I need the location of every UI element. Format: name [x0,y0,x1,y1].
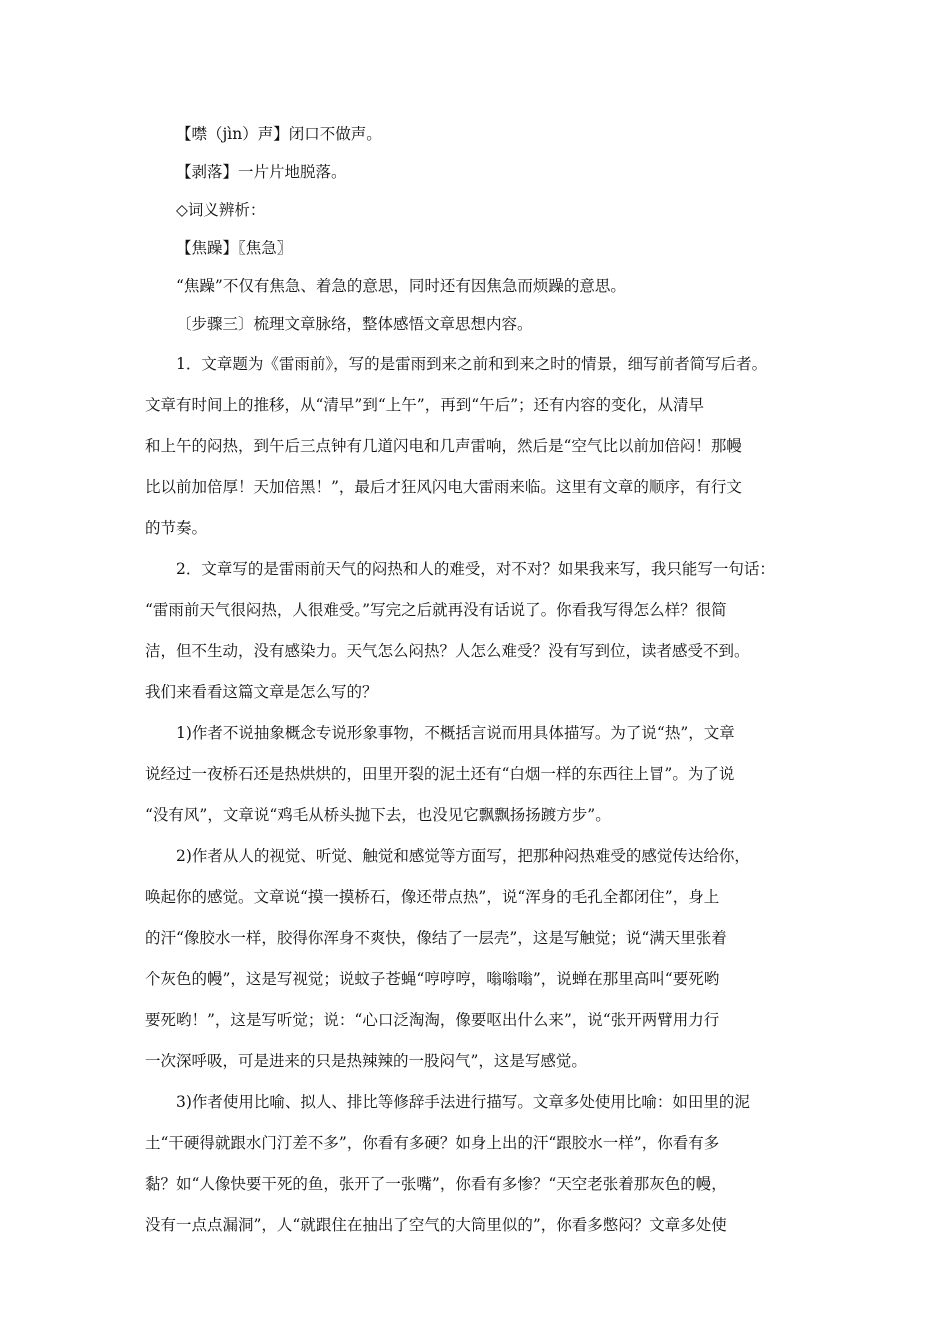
paragraph-line: 洁，但不生动，没有感染力。天气怎么闷热？人怎么难受？没有写到位，读者感受不到。 [145,642,750,660]
document-page [145,118,813,1246]
vocab-item-explanation: “焦躁”不仅有焦急、着急的意思，同时还有因焦急而烦躁的意思。 [176,277,626,295]
paragraph-line: 2)作者从人的视觉、听觉、触觉和感觉等方面写，把那种闷热难受的感觉传达给你， [176,847,750,865]
paragraph-line: 的节奏。 [145,519,208,537]
paragraph-line: 黏？如“人像快要干死的鱼，张开了一张嘴”，你看有多惨？“天空老张着那灰色的幔， [145,1175,727,1193]
paragraph-line: 3)作者使用比喻、拟人、排比等修辞手法进行描写。文章多处使用比喻：如田里的泥 [176,1093,750,1111]
paragraph-5 [145,1082,813,1246]
paragraph-line: 的汗“像胶水一样，胶得你浑身不爽快，像结了一层壳”，这是写触觉；说“满天里张着 [145,929,727,947]
vocab-item-jinsheng: 【噤（jìn）声】闭口不做声。 [176,125,382,143]
paragraph-line: 和上午的闷热，到午后三点钟有几道闪电和几声雷响，然后是“空气比以前加倍闷！那幔 [145,437,742,455]
paragraph-line: 一次深呼吸，可是进来的只是热辣辣的一股闷气”，这是写感觉。 [145,1052,587,1070]
paragraph-4 [145,836,813,1082]
step-three-heading: 〔步骤三〕梳理文章脉络，整体感悟文章思想内容。 [176,315,533,333]
paragraph-line: 文章有时间上的推移，从“清早”到“上午”，再到“午后”；还有内容的变化，从清早 [145,396,705,414]
vocab-item-boluo: 【剥落】一片片地脱落。 [176,163,347,181]
paragraph-line: 要死哟！”，这是写听觉；说：“心口泛淘淘，像要呕出什么来”，说“张开两臂用力行 [145,1011,720,1029]
paragraph-line: 1)作者不说抽象概念专说形象事物，不概括言说而用具体描写。为了说“热”，文章 [176,724,735,742]
paragraph-line: 土“干硬得就跟水门汀差不多”，你看有多硬？如身上出的汗“跟胶水一样”，你看有多 [145,1134,720,1152]
vocab-item-jiaozao: 【焦躁】〖焦急〗 [176,239,293,257]
paragraph-line: 比以前加倍厚！天加倍黑！”，最后才狂风闪电大雷雨来临。这里有文章的顺序，有行文 [145,478,742,496]
paragraph-line: 2．文章写的是雷雨前天气的闷热和人的难受，对不对？如果我来写，我只能写一句话： [176,560,775,578]
paragraph-line: “没有风”，文章说“鸡毛从桥头抛下去，也没见它飘飘扬扬踱方步”。 [145,806,611,824]
paragraph-1 [145,344,813,549]
paragraph-line: 我们来看看这篇文章是怎么写的？ [145,683,378,701]
paragraph-3 [145,713,813,836]
paragraph-line: 没有一点点漏洞”，人“就跟住在抽出了空气的大筒里似的”，你看多憋闷？文章多处使 [145,1216,727,1234]
paragraph-line: 个灰色的幔”，这是写视觉；说蚊子苍蝇“哼哼哼，嗡嗡嗡”，说蝉在那里高叫“要死哟 [145,970,720,988]
paragraph-2 [145,549,813,713]
paragraph-line: 说经过一夜桥石还是热烘烘的，田里开裂的泥土还有“白烟一样的东西往上冒”。为了说 [145,765,735,783]
paragraph-line: 1．文章题为《雷雨前》，写的是雷雨到来之前和到来之时的情景，细写前者简写后者。 [176,355,768,373]
vocab-heading: ◇词义辨析： [176,201,266,219]
vocab-section [145,118,813,340]
paragraph-line: “雷雨前天气很闷热，人很难受。”写完之后就再没有话说了。你看我写得怎么样？很简 [145,601,727,619]
paragraph-line: 唤起你的感觉。文章说“摸一摸桥石，像还带点热”，说“浑身的毛孔全都闭住”，身上 [145,888,720,906]
